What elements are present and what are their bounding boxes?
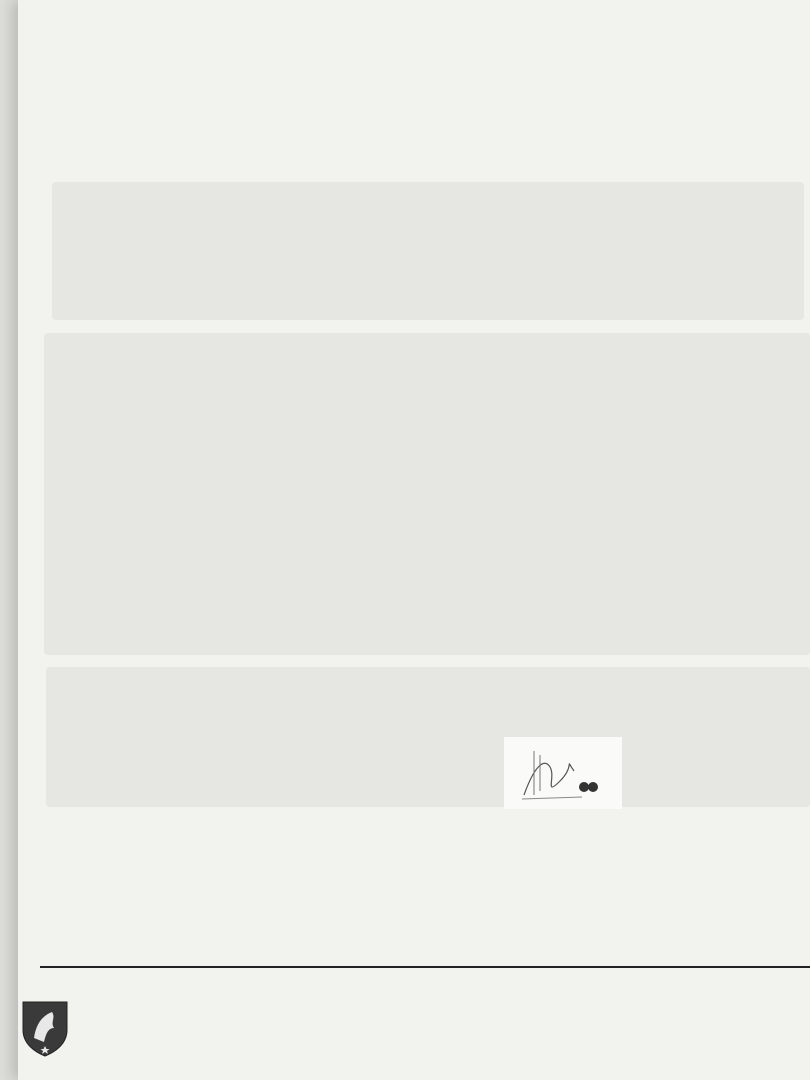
- ref-climate-box: [52, 182, 804, 320]
- shield-horse-icon: [20, 998, 70, 1058]
- company-logo: [20, 998, 70, 1058]
- site-climate-box: [44, 333, 810, 655]
- erstellt-box: [46, 667, 810, 807]
- company-stamp: [504, 737, 622, 809]
- footer-rule: [40, 966, 810, 968]
- signature-stamp-icon: [504, 737, 622, 809]
